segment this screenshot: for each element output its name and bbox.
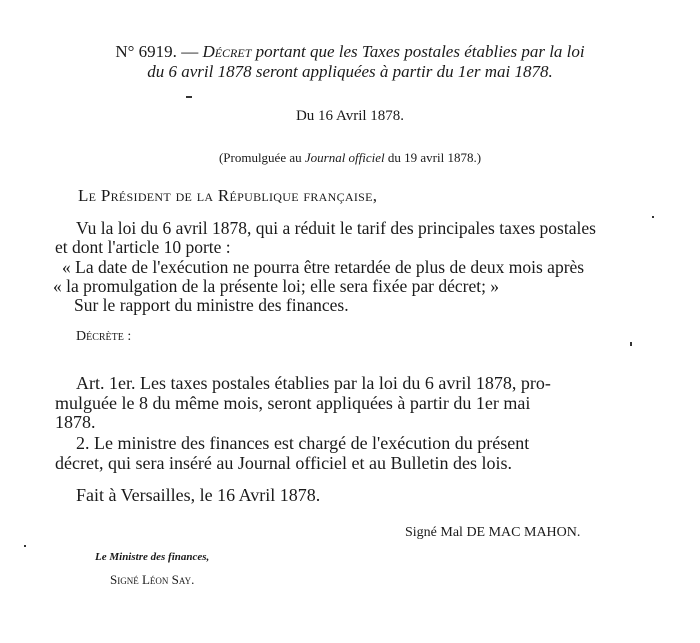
- signature-president: Signé Mal DE MAC MAHON.: [405, 525, 581, 540]
- article-line: Art. 1er. Les taxes postales établies par la loi du 6 avril 1878, pro-: [76, 373, 551, 393]
- print-speck: [24, 545, 26, 547]
- signature-minister: Signé Léon Say.: [110, 572, 195, 587]
- decree-heading-text-2: du 6 avril 1878 seront appliquées à partir du 1er mai 1878.: [147, 62, 553, 81]
- article-line: mulguée le 8 du même mois, seront appliquées à partir du 1er mai: [55, 393, 531, 413]
- considerant-line: Sur le rapport du ministre des finances.: [74, 295, 349, 315]
- decrete-heading: Décrète :: [76, 329, 132, 344]
- minister-title: Le Ministre des finances,: [95, 551, 210, 563]
- journal-officiel: Journal officiel: [304, 150, 385, 165]
- article-line: 2. Le ministre des finances est chargé de l'exécution du présent: [76, 433, 530, 453]
- print-speck: [186, 96, 192, 98]
- considerant-line: Vu la loi du 6 avril 1878, qui a réduit le tarif des principales taxes postales: [76, 218, 596, 238]
- promulgation-close: du 19 avril 1878.): [387, 150, 482, 165]
- article-line: 1878.: [55, 412, 96, 432]
- article-line: décret, qui sera inséré au Journal officiel et au Bulletin des lois.: [55, 453, 513, 473]
- promulgation-line: [0, 150, 700, 166]
- print-speck: [630, 342, 632, 346]
- print-speck: [652, 216, 654, 218]
- fait-a-versailles: Fait à Versailles, le 16 Avril 1878.: [76, 485, 321, 505]
- promulgation-open: (Promulguée au: [218, 150, 302, 165]
- decree-heading-line-1: [0, 42, 700, 62]
- considerant-line: et dont l'article 10 porte :: [55, 237, 231, 257]
- decree-heading-text: portant que les Taxes postales établies par la loi: [255, 42, 585, 61]
- date-line: Du 16 Avril 1878.: [295, 108, 405, 124]
- considerant-line: « la promulgation de la présente loi; elle sera fixée par décret; »: [53, 276, 500, 296]
- considerant-line: « La date de l'exécution ne pourra être retardée de plus de deux mois après: [62, 257, 585, 277]
- decree-word: Décret: [202, 42, 252, 61]
- decree-heading-line-2: [0, 62, 700, 82]
- president-heading: Le Président de la République française,: [78, 186, 378, 205]
- dash: —: [181, 42, 199, 61]
- decree-number: N° 6919.: [115, 42, 177, 61]
